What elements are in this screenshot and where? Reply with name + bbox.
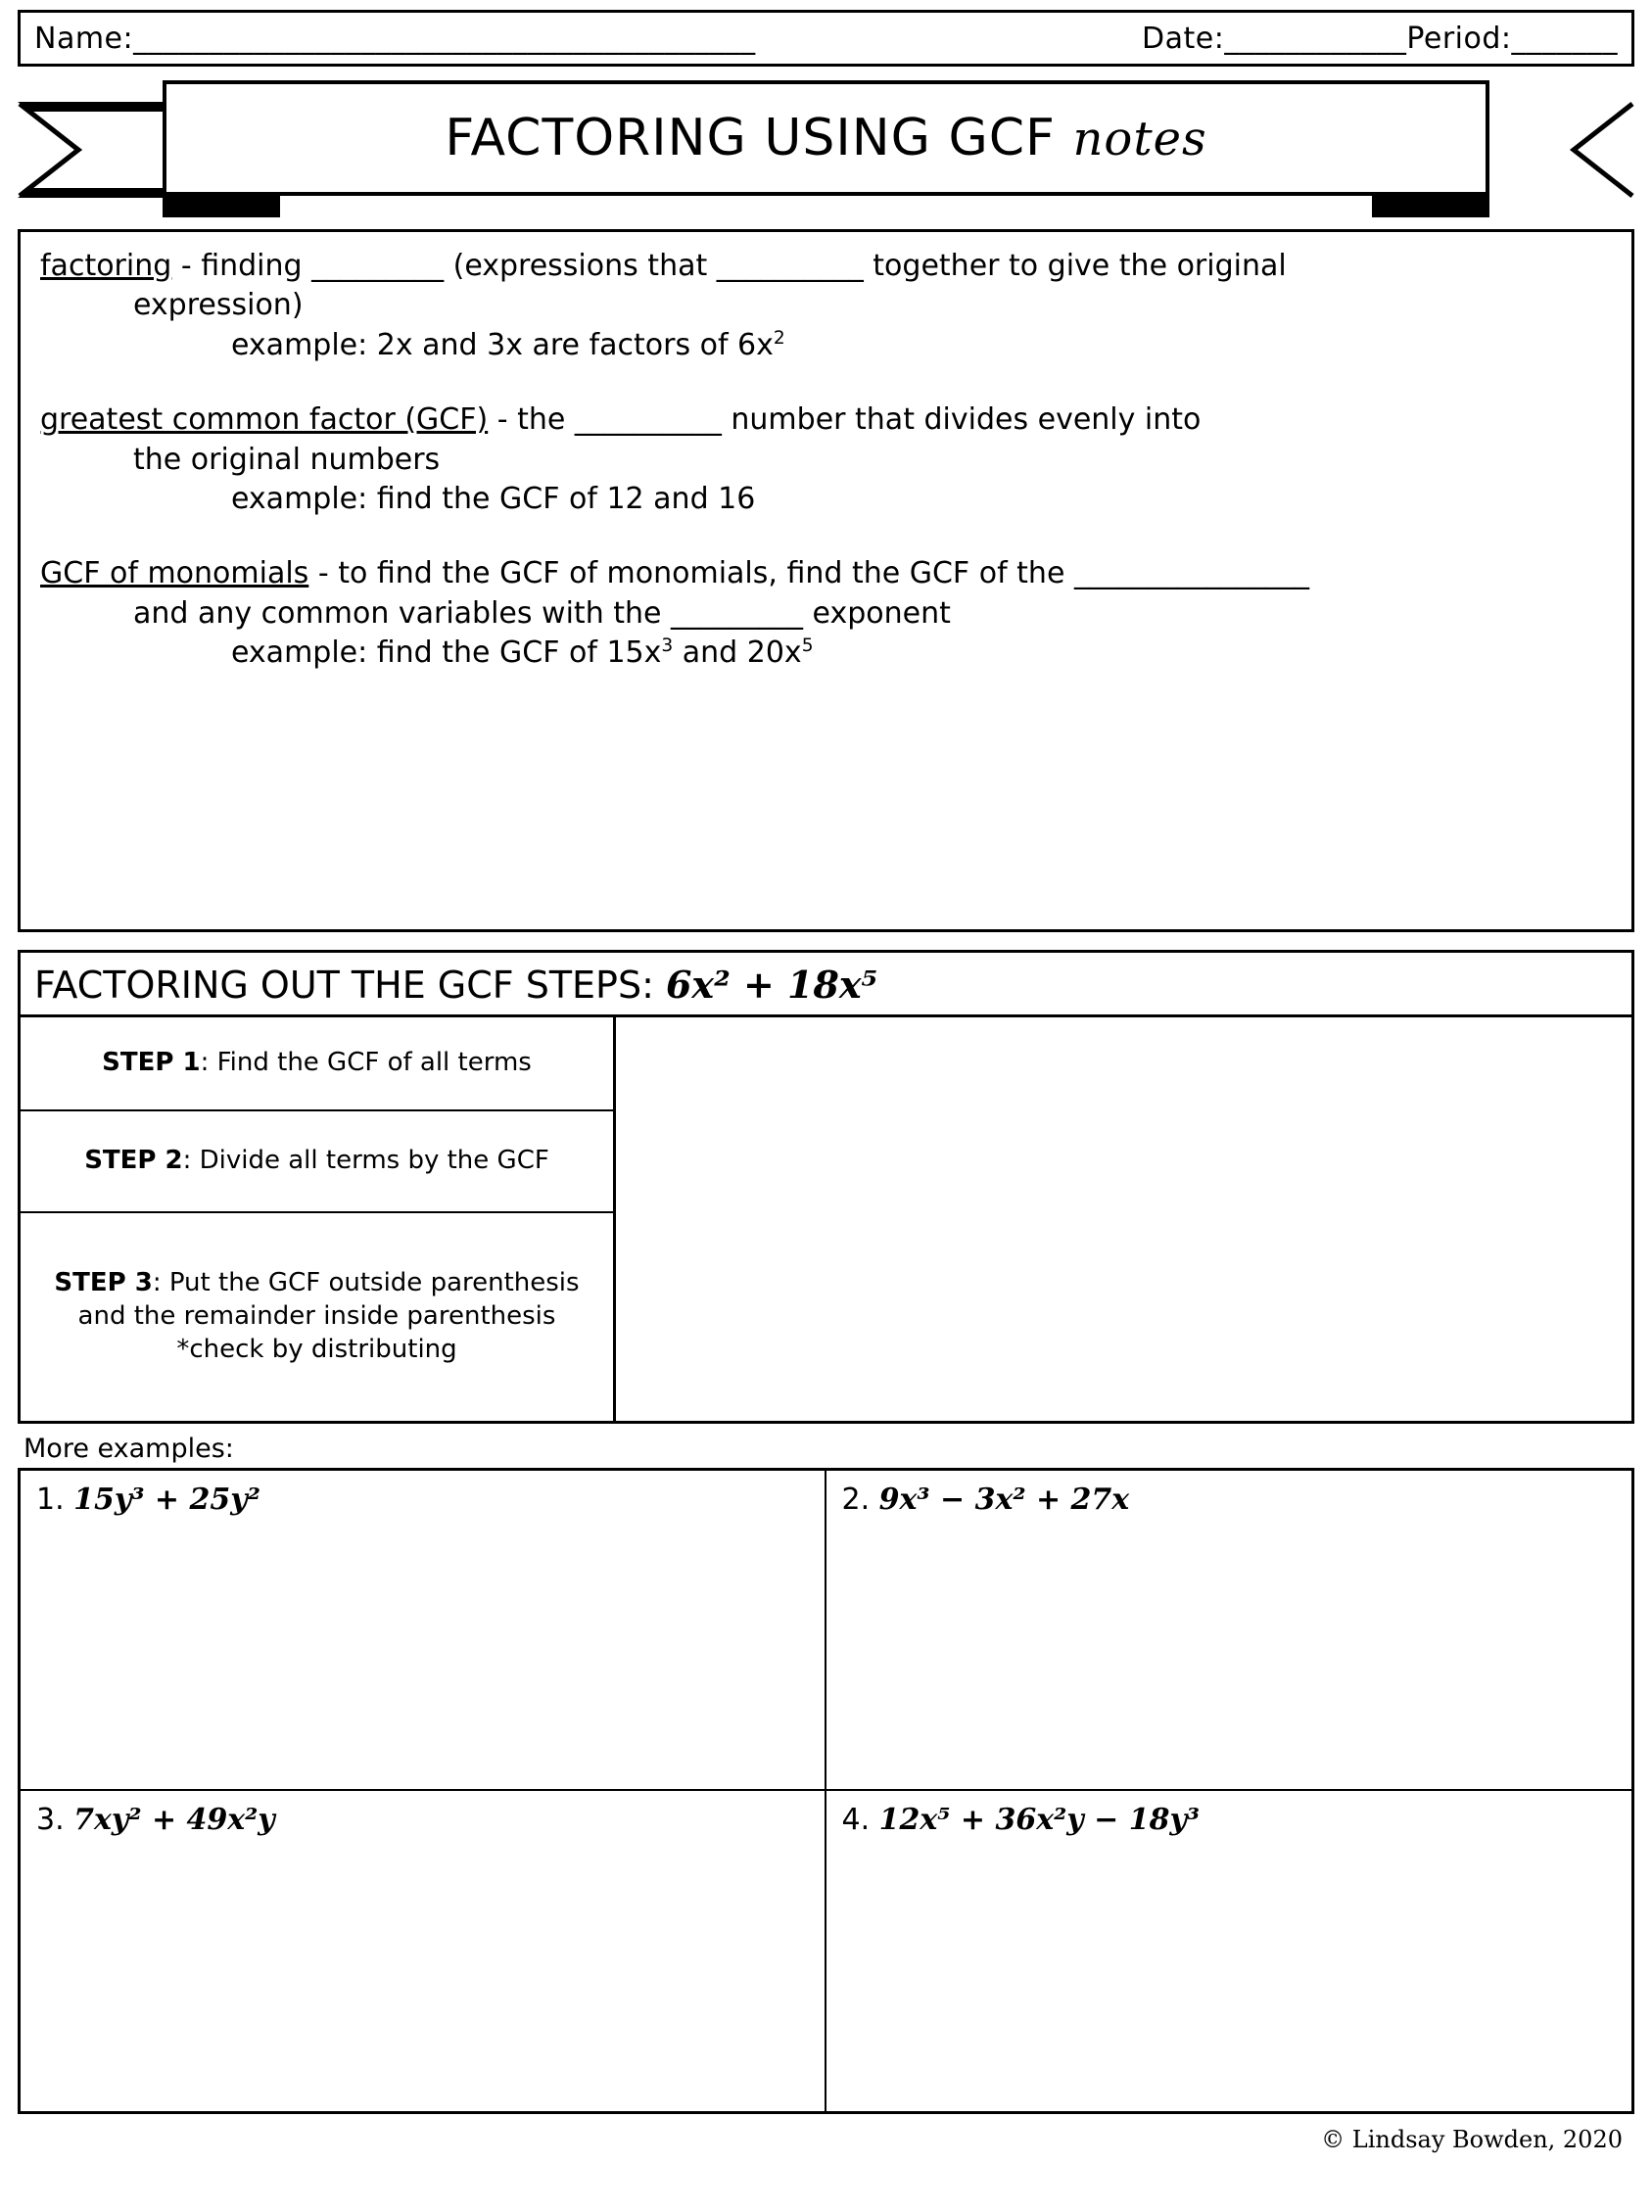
spacer [40,520,1612,555]
banner-shadow-right [1372,196,1489,217]
name-field-label[interactable]: Name:_________________________________________ [34,21,756,56]
example-expression: 7xy² + 49x²y [73,1803,275,1837]
ribbon-left-icon [18,102,165,198]
steps-header-expression: 6x² + 18x⁵ [665,963,878,1007]
page-title-main: FACTORING USING GCF [445,109,1073,167]
example-exponent-2: 5 [801,635,814,657]
page-title [445,109,1206,167]
example-exponent-1: 3 [661,635,674,657]
example-text-mid: and 20x [673,635,802,671]
steps-header [21,953,1631,1017]
step-label: STEP 3 [54,1268,153,1298]
definition-entry-factoring [40,248,1612,285]
definition-term: factoring [40,249,172,283]
definition-text: - to find the GCF of monomials, find the GCF of the ________________ [308,556,1309,591]
example-cell-2[interactable] [826,1471,1632,1791]
step-label: STEP 1 [102,1048,201,1078]
example-cell-1[interactable] [21,1471,826,1791]
page-title-italic: notes [1072,112,1207,166]
definition-term: GCF of monomials [40,556,309,591]
banner-box [163,80,1489,196]
definition-continuation: expression) [133,288,304,323]
step-text: : Put the GCF outside parenthesis and the remainder inside parenthesis *check by distributing [77,1268,580,1364]
steps-list [21,1017,616,1421]
spacer [40,366,1612,401]
student-info-bar [18,10,1634,67]
steps-body [21,1017,1631,1421]
example-number: 1. [36,1483,65,1517]
definition-example [40,327,1612,364]
definition-entry-gcf-monomials [40,555,1612,592]
worksheet-page [0,10,1652,2212]
step-label: STEP 2 [84,1146,183,1176]
more-examples-grid [18,1468,1634,2114]
copyright-footer: © Lindsay Bowden, 2020 [1321,2126,1623,2153]
definition-entry-gcf [40,401,1612,439]
definition-text: - the __________ number that divides evenly into [488,402,1202,438]
example-cell-3[interactable] [21,1791,826,2111]
definition-term: greatest common factor (GCF) [40,402,489,438]
example-number: 3. [36,1803,65,1837]
example-text-pre: example: find the GCF of 15x [231,635,662,671]
definition-continuation: and any common variables with the _________ exponent [133,595,951,631]
definition-continuation: the original numbers [133,442,441,477]
more-examples-label: More examples: [24,1434,234,1464]
example-expression: 9x³ − 3x² + 27x [878,1483,1130,1517]
example-number: 4. [841,1803,871,1837]
example-expression: 12x⁵ + 36x²y − 18y³ [878,1803,1201,1837]
step-row-2 [21,1111,613,1213]
example-exponent: 2 [773,327,785,349]
definition-text: - finding _________ (expressions that __________ together to give the original [171,249,1287,283]
ribbon-right-icon [1487,102,1634,198]
gcf-steps-box [18,950,1634,1424]
step-text: : Find the GCF of all terms [200,1048,532,1078]
banner-shadow-left [163,196,280,217]
step-text: : Divide all terms by the GCF [182,1146,549,1176]
definitions-box [18,229,1634,932]
title-banner [18,80,1634,217]
example-cell-4[interactable] [826,1791,1632,2111]
definition-example [40,635,1612,672]
example-number: 2. [841,1483,871,1517]
definition-example: example: find the GCF of 12 and 16 [231,481,756,516]
step-row-1 [21,1017,613,1111]
example-text: example: 2x and 3x are factors of 6x [231,327,774,362]
date-field-label[interactable]: Date:____________ [1142,21,1407,56]
steps-header-label: FACTORING OUT THE GCF STEPS: [34,964,666,1007]
step-row-3 [21,1213,613,1421]
period-field-label[interactable]: Period:_______ [1406,21,1618,56]
example-expression: 15y³ + 25y² [73,1483,260,1517]
steps-work-area[interactable] [616,1017,1631,1421]
